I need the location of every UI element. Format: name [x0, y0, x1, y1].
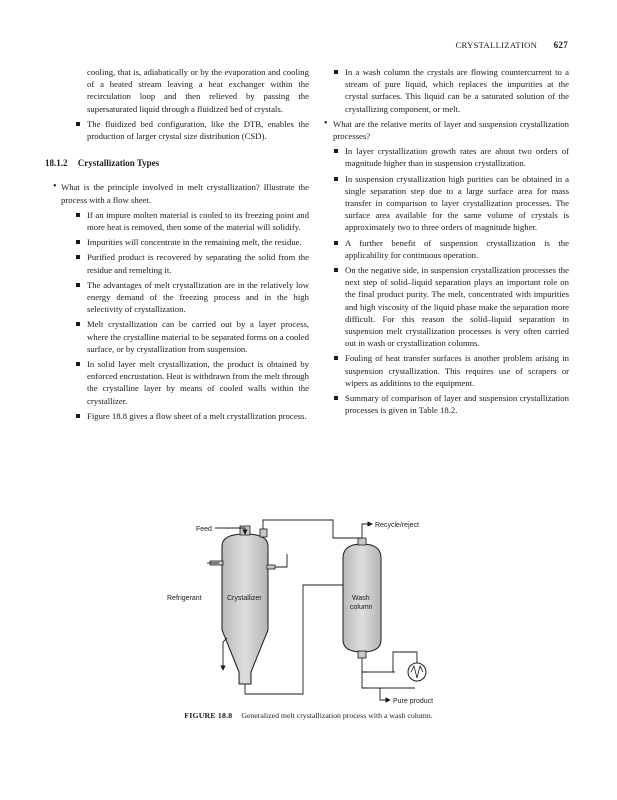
answer-item: In layer crystallization growth rates are about two orders of magnitude higher than in suspension crystallization.	[333, 145, 569, 169]
running-header	[49, 40, 568, 50]
answer-item: Fouling of heat transfer surfaces is another problem arising in suspension crystallization. This requires use of scrapers or wipers as additions to the equipment.	[333, 352, 569, 389]
crystallizer-label: Crystallizer	[227, 595, 262, 602]
section-title: Crystallization Types	[77, 158, 160, 169]
section-heading	[45, 157, 309, 169]
running-head: CRYSTALLIZATION	[455, 40, 538, 50]
answer-item: Summary of comparison of layer and suspension crystallization processes is given in Table 18.2.	[333, 392, 569, 416]
figure-caption-label: FIGURE 18.8	[184, 711, 233, 720]
page-number: 627	[553, 40, 568, 50]
wash-column-label-line2: column	[350, 604, 373, 611]
section-number: 18.1.2	[45, 158, 68, 169]
figure-caption	[0, 711, 617, 720]
bullet-item: The fluidized bed configuration, like the DTB, enables the production of larger crystal size distribution (CSD).	[47, 118, 309, 142]
wash-column-label-line1: Wash	[352, 595, 370, 602]
answer-item: On the negative side, in suspension crystallization processes the next step of solid–liquid separation plays an important role on the final product purity. The melt, concentrated with impurities and high viscosity of the liquid phase make the separation more difficult. For this reason the solid–liquid separation in suspension melt crystallization processes is very often carried out in wash or crystallization columns.	[333, 264, 569, 349]
answer-item: The advantages of melt crystallization are in the relatively low energy demand of the freezing process and in the high selectivity of crystallization.	[47, 279, 309, 316]
pure-product-label: Pure product	[393, 698, 434, 705]
answer-item: Figure 18.8 gives a flow sheet of a melt crystallization process.	[47, 410, 309, 422]
refrigerant-label: Refrigerant	[167, 595, 202, 602]
answer-item: In suspension crystallization high purities can be obtained in a single separation step due to a large surface area for mass transfer in comparison to layer crystallization processes. The surface area available for the same volume of crystals is approximately two to three orders of magnitude higher.	[333, 173, 569, 234]
question-item: • What is the principle involved in melt crystallization? Illustrate the process with a flow sheet.	[47, 181, 309, 205]
left-column	[47, 66, 309, 425]
right-column	[333, 66, 569, 419]
answer-item: Purified product is recovered by separating the solid from the residue and remelting it.	[47, 251, 309, 275]
figure-caption-text: Generalized melt crystallization process with a wash column.	[241, 711, 433, 720]
crystallizer-vessel	[210, 526, 275, 684]
answer-item: A further benefit of suspension crystallization is the applicability for continuous operation.	[333, 237, 569, 261]
question-item: • What are the relative merits of layer and suspension crystallization processes?	[327, 118, 569, 142]
recycle-label: Recycle/reject	[375, 522, 419, 529]
answer-item: Melt crystallization can be carried out by a layer process, where the crystalline material to be separated forms on a cooled surface, or by crystallization from suspension.	[47, 318, 309, 355]
answer-item: If an impure molten material is cooled to its freezing point and more heat is removed, then some of the material will solidify.	[47, 209, 309, 233]
flow-sheet-figure	[165, 512, 465, 708]
heat-exchanger-icon	[408, 663, 426, 681]
paragraph-continuation: cooling, that is, adiabatically or by the evaporation and cooling of a heated stream leaving a heat exchanger within the recirculation loop and then relieved by passing the supersaturated liquid through a fluidized bed of crystals.	[87, 67, 309, 114]
answer-item: In solid layer melt crystallization, the product is obtained by enforced encrustation. Heat is withdrawn from the melt through the crystalline layer by means of cooled walls within the crystallizer.	[47, 358, 309, 407]
answer-item: In a wash column the crystals are flowing countercurrent to a stream of pure liquid, which replaces the impurities at the crystal surfaces. This liquid can be a saturated solution of the crystallizing component, or melt.	[333, 66, 569, 115]
answer-item: Impurities will concentrate in the remaining melt, the residue.	[47, 236, 309, 248]
feed-label: Feed	[196, 526, 212, 533]
